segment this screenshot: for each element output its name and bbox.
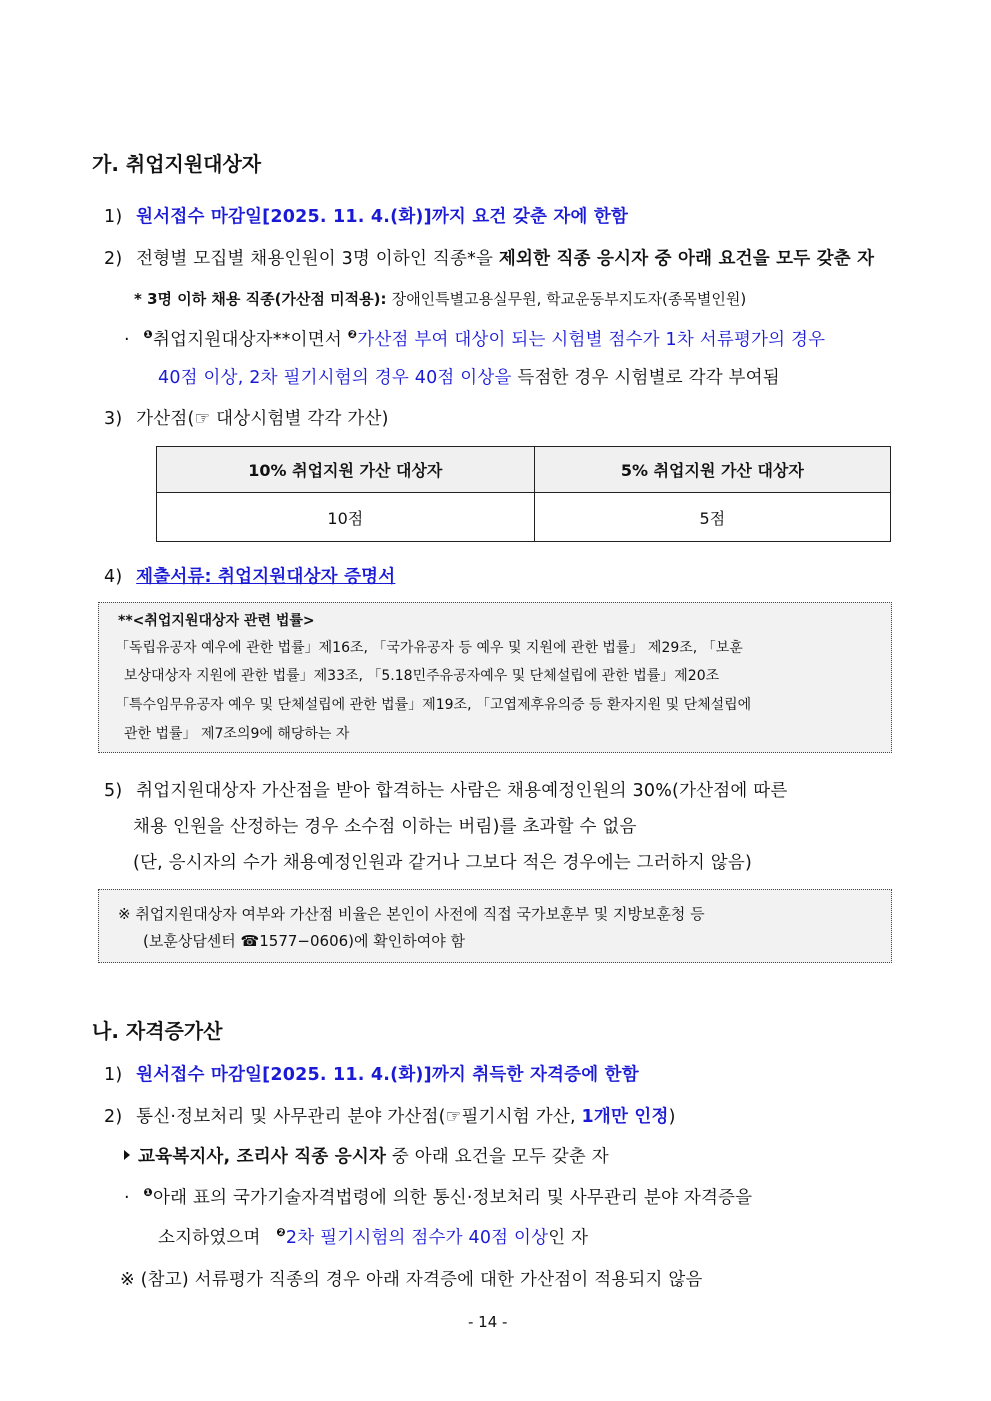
target-text: 중 아래 요건을 모두 갖춘 자 bbox=[386, 1147, 609, 1167]
condition-line-2 bbox=[158, 364, 780, 389]
page-number: - 14 - bbox=[468, 1313, 508, 1331]
item-text: 취업지원대상자 가산점을 받아 합격하는 사람은 채용예정인원의 30%(가산점에 따른 bbox=[136, 781, 788, 801]
note-text: 장애인특별고용실무원, 학교운동부지도자(종목별인원) bbox=[391, 290, 747, 308]
item-number: 1) bbox=[104, 207, 123, 227]
notice-box bbox=[98, 889, 892, 963]
circled-number-1: ❶ bbox=[143, 328, 154, 341]
condition-line-1 bbox=[124, 1184, 752, 1209]
table-header-cell: 10% 취업지원 가산 대상자 bbox=[157, 447, 535, 493]
law-box-line: 「특수임무유공자 예우 및 단체설립에 관한 법률」제19조, 「고엽제후유의증 등 환자지원 및 단체설립에 bbox=[115, 697, 752, 713]
condition-emphasis: 가산점 부여 대상이 되는 시험별 점수가 1차 서류평가의 경우 bbox=[357, 330, 826, 350]
item-1 bbox=[104, 203, 628, 228]
circled-number-2: ❷ bbox=[276, 1226, 286, 1239]
note-label: * 3명 이하 채용 직종(가산점 미적용): bbox=[134, 290, 392, 308]
section-title-na: 나. 자격증가산 bbox=[92, 1019, 223, 1043]
law-box-title: **<취업지원대상자 관련 법률> bbox=[118, 613, 315, 629]
item-number: 5) bbox=[104, 781, 123, 801]
table-row bbox=[157, 493, 891, 542]
item-text-end: ) bbox=[668, 1107, 676, 1127]
item-emphasis: 1개만 인정 bbox=[581, 1107, 669, 1127]
law-reference-box bbox=[98, 602, 892, 753]
bullet: · bbox=[124, 330, 130, 350]
item-text: 전형별 모집별 채용인원이 3명 이하인 직종*을 bbox=[136, 249, 499, 269]
item-number: 3) bbox=[104, 409, 123, 429]
bullet: · bbox=[124, 1188, 130, 1208]
condition-line-1 bbox=[124, 326, 825, 351]
item-5-line-2: 채용 인원을 산정하는 경우 소수점 이하는 버림)를 초과할 수 없음 bbox=[133, 817, 637, 837]
condition-emphasis: 2차 필기시험의 점수가 40점 이상 bbox=[285, 1228, 549, 1248]
item-text: 가산점(☞ 대상시험별 각각 가산) bbox=[136, 409, 389, 429]
triangle-bullet-icon bbox=[124, 1150, 130, 1160]
condition-emphasis: 40점 이상, 2차 필기시험의 경우 40점 이상을 bbox=[158, 368, 512, 388]
target-group bbox=[124, 1143, 609, 1168]
item-text: 제출서류: 취업지원대상자 증명서 bbox=[136, 567, 396, 587]
reference-note: ※ (참고) 서류평가 직종의 경우 아래 자격증에 대한 가산점이 적용되지 않음 bbox=[120, 1270, 703, 1290]
bonus-points-table bbox=[156, 446, 891, 542]
law-box-line: 「독립유공자 예우에 관한 법률」제16조, 「국가유공자 등 예우 및 지원에 관한 법률」 제29조, 「보훈 bbox=[115, 640, 743, 656]
item-text: 통신·정보처리 및 사무관리 분야 가산점(☞필기시험 가산, bbox=[136, 1107, 582, 1127]
notice-line: (보훈상담센터 ☎1577−0606)에 확인하여야 함 bbox=[143, 932, 465, 950]
condition-text-end: 인 자 bbox=[548, 1228, 589, 1248]
table-cell: 10점 bbox=[157, 493, 535, 542]
item-5 bbox=[104, 777, 787, 802]
table-cell: 5점 bbox=[534, 493, 890, 542]
item-number: 4) bbox=[104, 567, 123, 587]
section-title-ga: 가. 취업지원대상자 bbox=[92, 152, 262, 176]
item-5-line-3: (단, 응시자의 수가 채용예정인원과 같거나 그보다 적은 경우에는 그러하지 않음) bbox=[133, 853, 753, 873]
item-3 bbox=[104, 405, 389, 430]
notice-line: ※ 취업지원대상자 여부와 가산점 비율은 본인이 사전에 직접 국가보훈부 및 지방보훈청 등 bbox=[118, 905, 705, 923]
item-2 bbox=[104, 245, 874, 270]
law-box-line: 관한 법률」 제7조의9에 해당하는 자 bbox=[124, 726, 350, 742]
law-box-line: 보상대상자 지원에 관한 법률」제33조, 「5.18민주유공자예우 및 단체설립에 관한 법률」제20조 bbox=[124, 668, 720, 684]
condition-text: 취업지원대상자**이면서 bbox=[153, 330, 348, 350]
circled-number-1: ❶ bbox=[143, 1186, 154, 1199]
target-emphasis: 교육복지사, 조리사 직종 응시자 bbox=[138, 1147, 387, 1167]
note-small-hiring bbox=[134, 288, 746, 309]
item-number: 2) bbox=[104, 249, 123, 269]
item-emphasis: 제외한 직종 응시자 중 아래 요건을 모두 갖춘 자 bbox=[498, 249, 875, 269]
condition-text: 아래 표의 국가기술자격법령에 의한 통신·정보처리 및 사무관리 분야 자격증을 bbox=[153, 1188, 753, 1208]
condition-line-2 bbox=[158, 1224, 588, 1249]
item-4 bbox=[104, 563, 395, 588]
item-text: 원서접수 마감일[2025. 11. 4.(화)]까지 요건 갖춘 자에 한함 bbox=[136, 207, 629, 227]
item-text: 원서접수 마감일[2025. 11. 4.(화)]까지 취득한 자격증에 한함 bbox=[136, 1065, 639, 1085]
table-header-row bbox=[157, 447, 891, 493]
item-number: 1) bbox=[104, 1065, 123, 1085]
item-1 bbox=[104, 1061, 639, 1086]
item-number: 2) bbox=[104, 1107, 123, 1127]
item-2 bbox=[104, 1103, 676, 1128]
circled-number-2: ❷ bbox=[347, 328, 358, 341]
table-header-cell: 5% 취업지원 가산 대상자 bbox=[534, 447, 890, 493]
condition-text: 득점한 경우 시험별로 각각 부여됨 bbox=[511, 368, 780, 388]
condition-text: 소지하였으며 bbox=[158, 1228, 267, 1248]
